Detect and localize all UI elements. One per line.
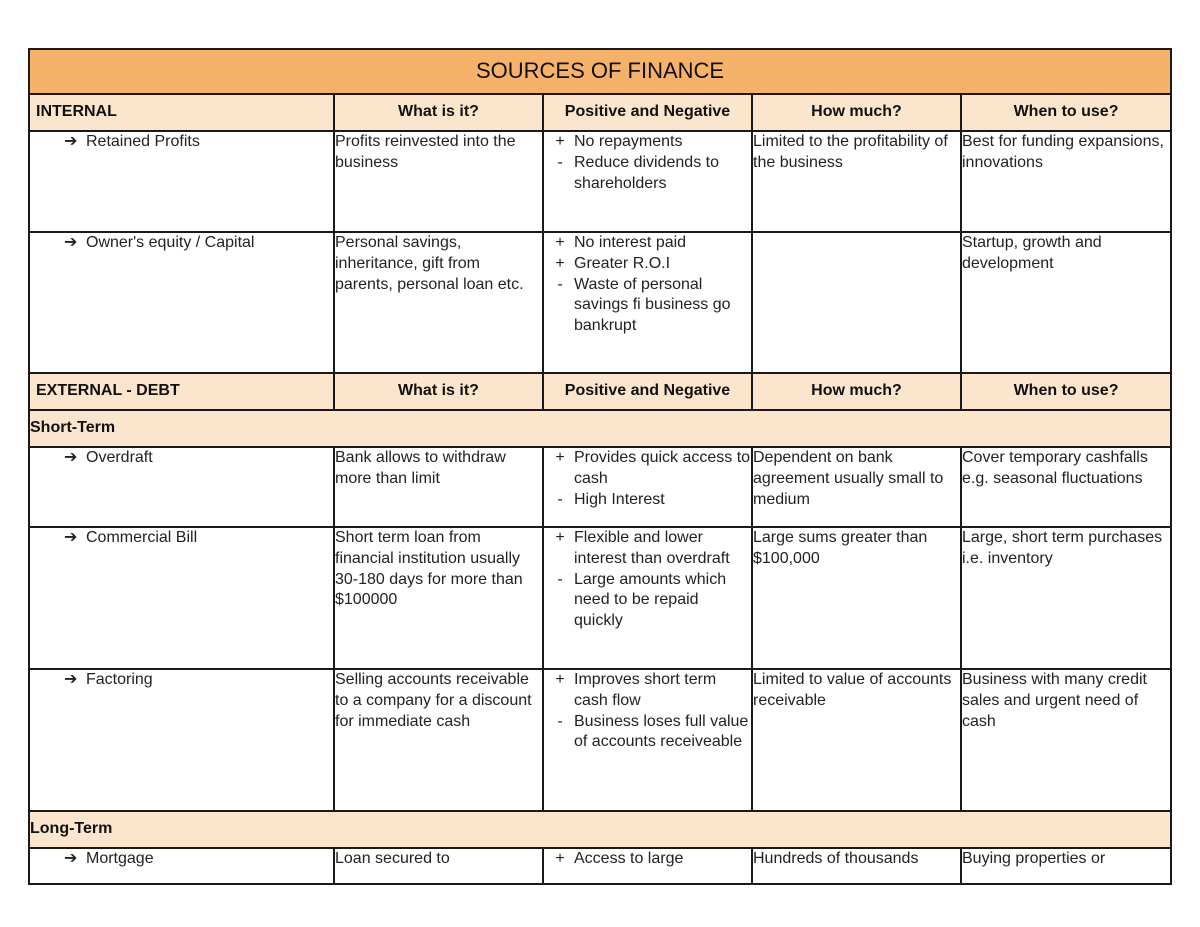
point-text: High Interest xyxy=(574,490,665,508)
source-name: Factoring xyxy=(86,671,153,688)
negative-sign: - xyxy=(557,570,563,588)
list-item xyxy=(544,275,751,337)
source-name-cell xyxy=(29,232,334,373)
table-row xyxy=(29,527,1171,669)
when-to-use-cell: Best for funding expansions, innovations xyxy=(961,131,1171,232)
how-much-cell: Hundreds of thousands xyxy=(752,848,961,884)
when-to-use-cell: Startup, growth and development xyxy=(961,232,1171,373)
how-much-cell: Dependent on bank agreement usually small to medium xyxy=(752,447,961,527)
when-to-use-cell: Cover temporary cashfalls e.g. seasonal fluctuations xyxy=(961,447,1171,527)
point-text: Improves short term cash flow xyxy=(574,671,717,709)
list-item xyxy=(544,448,751,490)
point-text: Large amounts which need to be repaid quickly xyxy=(574,570,727,630)
positive-negative-list xyxy=(544,448,751,510)
list-item xyxy=(544,490,751,511)
how-much-cell: Large sums greater than $100,000 xyxy=(752,527,961,669)
table-row xyxy=(29,447,1171,527)
positive-sign: + xyxy=(555,449,565,466)
positive-negative-list xyxy=(544,849,751,870)
list-item xyxy=(544,132,751,153)
list-item xyxy=(544,233,751,254)
section-label-internal: INTERNAL xyxy=(29,94,334,131)
positive-sign: + xyxy=(555,133,565,150)
sources-of-finance-table xyxy=(28,48,1172,885)
positive-negative-list xyxy=(544,233,751,337)
table-row xyxy=(29,669,1171,811)
when-to-use-cell: Buying properties or xyxy=(961,848,1171,884)
point-text: Greater R.O.I xyxy=(574,254,671,272)
source-name-cell xyxy=(29,527,334,669)
what-is-it-cell: Personal savings, inheritance, gift from parents, personal loan etc. xyxy=(334,232,543,373)
column-header-when: When to use? xyxy=(961,94,1171,131)
when-to-use-cell: Business with many credit sales and urgent need of cash xyxy=(961,669,1171,811)
negative-sign: - xyxy=(557,490,563,508)
source-name: Mortgage xyxy=(86,850,154,867)
subsection-row-long-term xyxy=(29,811,1171,848)
what-is-it-cell: Selling accounts receivable to a company for a discount for immediate cash xyxy=(334,669,543,811)
column-header-positive-negative: Positive and Negative xyxy=(543,94,752,131)
header-row-internal xyxy=(29,94,1171,131)
list-item xyxy=(544,670,751,712)
point-text: Business loses full value of accounts receiveable xyxy=(574,712,749,751)
how-much-cell: Limited to value of accounts receivable xyxy=(752,669,961,811)
when-to-use-cell: Large, short term purchases i.e. inventory xyxy=(961,527,1171,669)
column-header-how-much: How much? xyxy=(752,94,961,131)
point-text: Waste of personal savings fi business go bankrupt xyxy=(574,275,731,335)
what-is-it-cell: Profits reinvested into the business xyxy=(334,131,543,232)
list-item xyxy=(544,570,751,632)
what-is-it-cell: Short term loan from financial institution usually 30-180 days for more than $100000 xyxy=(334,527,543,669)
positive-negative-cell xyxy=(543,447,752,527)
point-text: Reduce dividends to shareholders xyxy=(574,153,719,192)
table-row xyxy=(29,232,1171,373)
point-text: Provides quick access to cash xyxy=(574,449,751,487)
arrow-right-icon: ➔ xyxy=(64,133,78,150)
list-item xyxy=(544,528,751,570)
positive-negative-cell xyxy=(543,131,752,232)
column-header-when: When to use? xyxy=(961,373,1171,410)
negative-sign: - xyxy=(557,712,563,730)
source-name-cell xyxy=(29,447,334,527)
positive-negative-cell xyxy=(543,669,752,811)
arrow-right-icon: ➔ xyxy=(64,234,78,251)
positive-negative-list xyxy=(544,670,751,753)
source-name: Commercial Bill xyxy=(86,529,198,546)
point-text: Access to large xyxy=(574,850,684,867)
what-is-it-cell: Bank allows to withdraw more than limit xyxy=(334,447,543,527)
positive-sign: + xyxy=(555,529,565,546)
list-item xyxy=(544,153,751,195)
positive-sign: + xyxy=(555,671,565,688)
positive-sign: + xyxy=(555,254,565,272)
arrow-right-icon: ➔ xyxy=(64,449,78,466)
positive-sign: + xyxy=(555,234,565,251)
source-name: Retained Profits xyxy=(86,133,200,150)
list-item xyxy=(544,712,751,754)
column-header-how-much: How much? xyxy=(752,373,961,410)
source-name: Overdraft xyxy=(86,449,153,466)
subsection-label-short-term: Short-Term xyxy=(29,410,1171,447)
arrow-right-icon: ➔ xyxy=(64,529,78,546)
arrow-right-icon: ➔ xyxy=(64,850,78,867)
positive-negative-list xyxy=(544,528,751,632)
negative-sign: - xyxy=(557,153,563,171)
positive-negative-cell xyxy=(543,527,752,669)
point-text: Flexible and lower interest than overdraft xyxy=(574,529,730,567)
what-is-it-cell: Loan secured to xyxy=(334,848,543,884)
arrow-right-icon: ➔ xyxy=(64,671,78,688)
section-label-external-debt: EXTERNAL - DEBT xyxy=(29,373,334,410)
column-header-what: What is it? xyxy=(334,94,543,131)
positive-negative-cell xyxy=(543,848,752,884)
source-name-cell xyxy=(29,131,334,232)
table-row xyxy=(29,131,1171,232)
subsection-label-long-term: Long-Term xyxy=(29,811,1171,848)
negative-sign: - xyxy=(557,275,563,293)
header-row-external-debt xyxy=(29,373,1171,410)
how-much-cell: Limited to the profitability of the business xyxy=(752,131,961,232)
positive-negative-cell xyxy=(543,232,752,373)
table-row xyxy=(29,848,1171,884)
column-header-positive-negative: Positive and Negative xyxy=(543,373,752,410)
point-text: No interest paid xyxy=(574,234,687,251)
point-text: No repayments xyxy=(574,133,683,150)
list-item xyxy=(544,254,751,275)
how-much-cell xyxy=(752,232,961,373)
positive-sign: + xyxy=(555,850,565,867)
source-name-cell xyxy=(29,669,334,811)
source-name-cell xyxy=(29,848,334,884)
column-header-what: What is it? xyxy=(334,373,543,410)
source-name: Owner's equity / Capital xyxy=(86,234,255,251)
subsection-row-short-term xyxy=(29,410,1171,447)
positive-negative-list xyxy=(544,132,751,194)
table-title: SOURCES OF FINANCE xyxy=(29,49,1171,94)
list-item xyxy=(544,849,751,870)
